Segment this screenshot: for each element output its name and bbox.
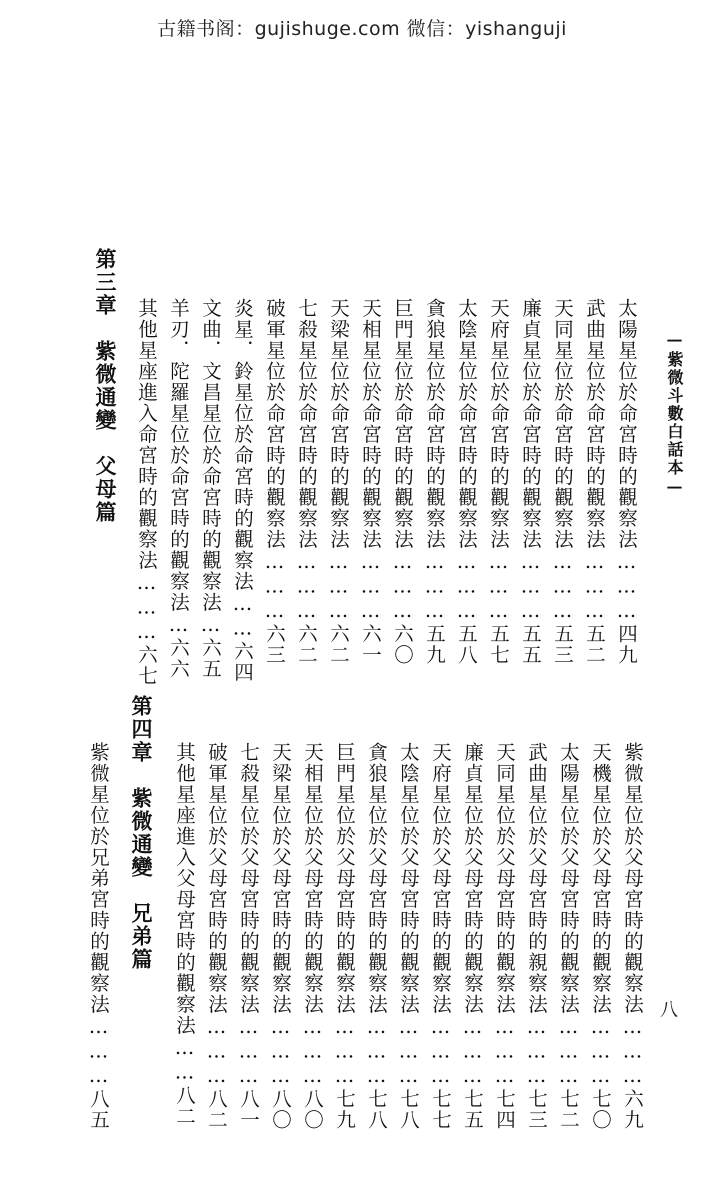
toc-entry: 廉貞星位於父母宮時的觀察法………七五 <box>461 742 484 1131</box>
toc-entry: 羊刃．陀羅星位於命宮時的觀察法…六六 <box>167 298 190 680</box>
toc-entry: 天府星位於命宮時的觀察法………五七 <box>487 298 510 666</box>
toc-entry: 天梁星位於父母宮時的觀察法………八〇 <box>269 742 292 1131</box>
toc-entry: 文曲．文昌星位於命宮時的觀察法…六五 <box>199 298 222 680</box>
toc-entry: 破軍星位於父母宮時的觀察法………八二 <box>205 742 228 1131</box>
toc-entry: 巨門星位於命宮時的觀察法………六〇 <box>391 298 414 666</box>
toc-entry: 太陰星位於父母宮時的觀察法………七八 <box>397 742 420 1131</box>
running-header: —紫微斗數白話本— <box>665 330 684 498</box>
toc-entry: 天同星位於父母宮時的觀察法………七四 <box>493 742 516 1131</box>
watermark-text: 古籍书阁：gujishuge.com 微信：yishanguji <box>157 18 567 40</box>
toc-entry: 炎星．鈴星位於命宮時的觀察法……六四 <box>231 298 254 683</box>
toc-entry: 太陰星位於命宮時的觀察法………五八 <box>455 298 478 666</box>
toc-entry: 天梁星位於命宮時的觀察法………六二 <box>327 298 350 666</box>
toc-entry: 其他星座進入父母宮時的觀察法……八二 <box>173 742 196 1127</box>
toc-entry: 紫微星位於兄弟宮時的觀察法………八五 <box>87 742 110 1131</box>
toc-entry: 太陽星位於命宮時的觀察法………四九 <box>615 298 638 666</box>
toc-entry: 太陽星位於父母宮時的觀察法………七二 <box>557 742 580 1131</box>
toc-entry: 七殺星位於命宮時的觀察法………六二 <box>295 298 318 666</box>
toc-entry: 七殺星位於父母宮時的觀察法………八一 <box>237 742 260 1131</box>
toc-entry: 紫微星位於父母宮時的觀察法………六九 <box>621 742 644 1131</box>
toc-entry: 貪狼星位於命宮時的觀察法………五九 <box>423 298 446 666</box>
toc-entry: 廉貞星位於命宮時的觀察法………五五 <box>519 298 542 666</box>
toc-entry: 武曲星位於父母宮時的親察法………七三 <box>525 742 548 1131</box>
toc-entry: 天同星位於命宮時的觀察法………五三 <box>551 298 574 666</box>
toc-entry: 巨門星位於父母宮時的觀察法………七九 <box>333 742 356 1131</box>
chapter-title: 第四章 紫微通變 兄弟篇 <box>129 695 154 971</box>
toc-entry: 天相星位於父母宮時的觀察法………八〇 <box>301 742 324 1131</box>
toc-entry: 武曲星位於命宮時的觀察法………五二 <box>583 298 606 666</box>
toc-entry: 天相星位於命宮時的觀察法………六一 <box>359 298 382 666</box>
toc-entry: 其他星座進入命宮時的觀察法………六七 <box>135 298 158 687</box>
toc-entry: 破軍星位於命宮時的觀察法………六三 <box>263 298 286 666</box>
toc-entry: 天機星位於父母宮時的觀察法………七〇 <box>589 742 612 1131</box>
page-number: 八 <box>657 1000 678 1018</box>
toc-entry: 天府星位於父母宮時的觀察法………七七 <box>429 742 452 1131</box>
toc-entry: 貪狼星位於父母宮時的觀察法………七八 <box>365 742 388 1131</box>
chapter-title: 第三章 紫微通變 父母篇 <box>93 248 118 524</box>
